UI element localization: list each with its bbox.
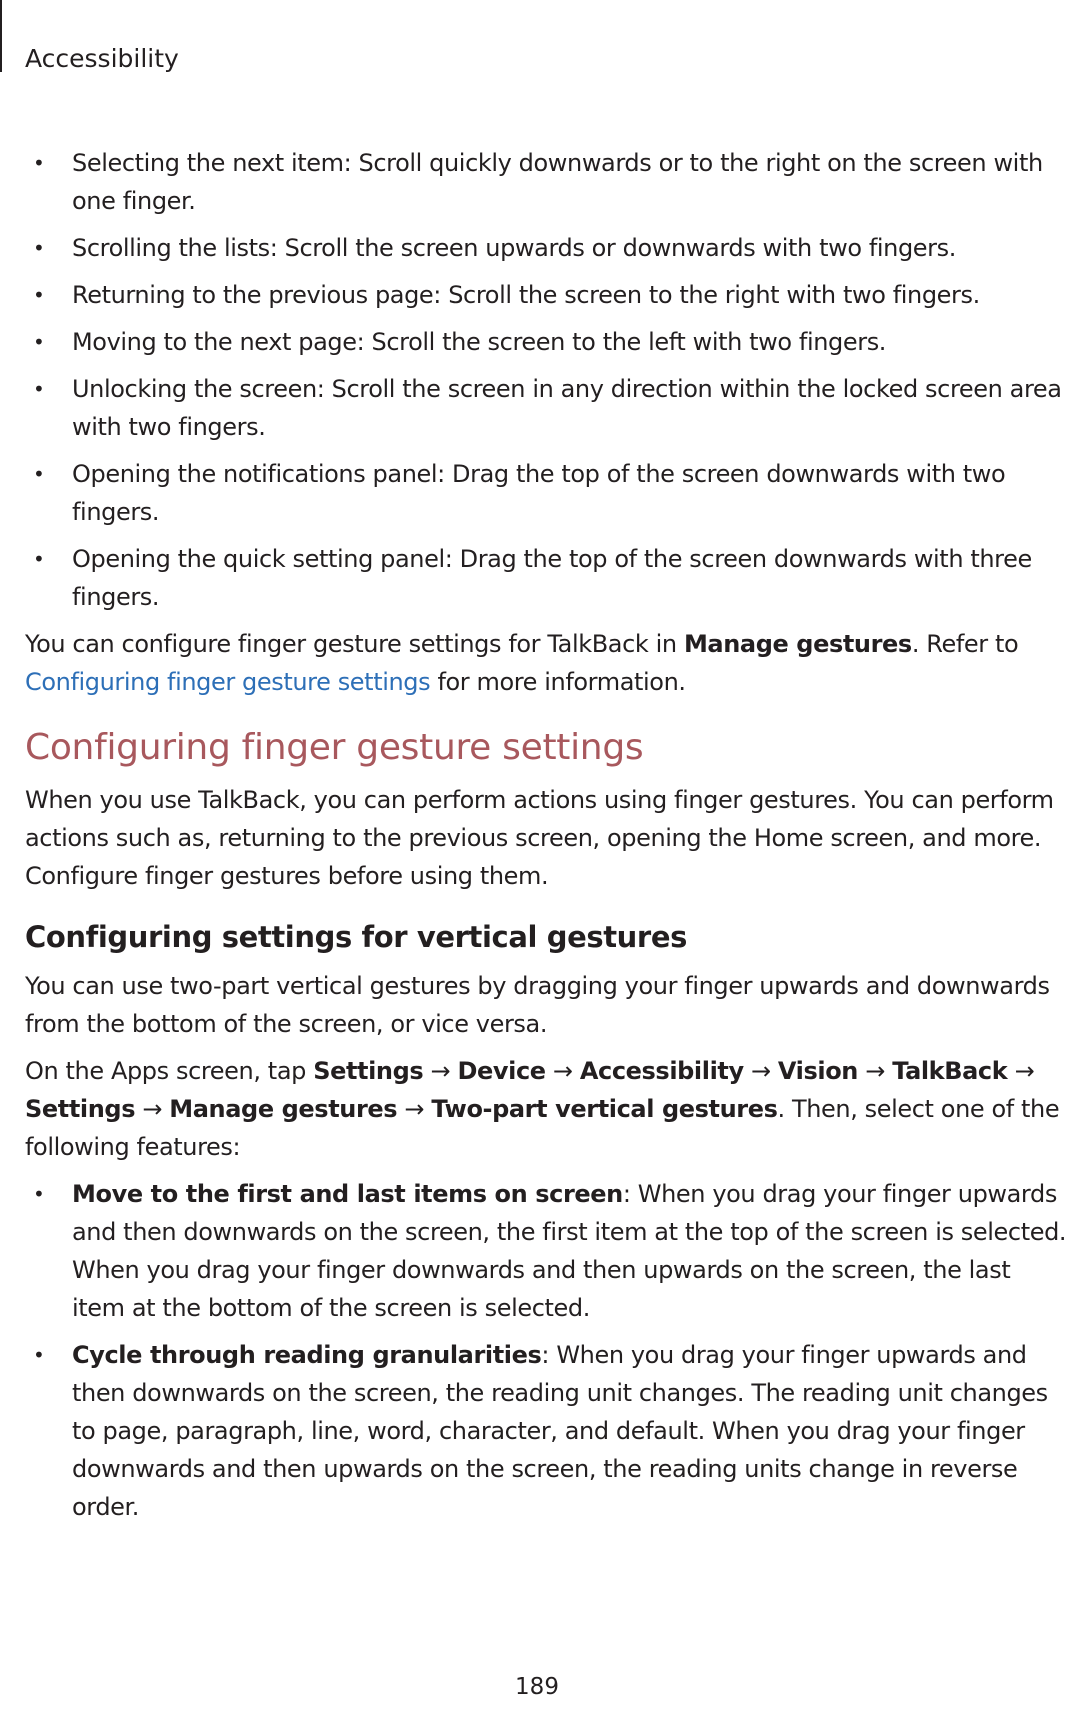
path-talkback-settings: Settings (25, 1095, 136, 1123)
list-item (25, 1175, 1070, 1327)
bullet-icon: • (33, 547, 45, 571)
list-item (25, 276, 1070, 314)
list-item (25, 323, 1070, 361)
bullet-icon: • (33, 151, 45, 175)
arrow-icon: → (865, 1057, 885, 1085)
list-item-text: Selecting the next item: Scroll quickly downwards or to the right on the screen with one finger. (72, 149, 1043, 215)
config-note-post: for more information. (430, 668, 686, 696)
list-item (25, 370, 1070, 446)
settings-path (25, 1052, 1070, 1166)
page-number: 189 (515, 1674, 559, 1700)
config-note-mid: . Refer to (911, 630, 1019, 658)
header-title: Accessibility (25, 44, 179, 73)
list-item-text: Unlocking the screen: Scroll the screen in any direction within the locked screen area with two fingers. (72, 375, 1062, 441)
manage-gestures-term: Manage gestures (683, 630, 912, 658)
page-content (25, 144, 1070, 1535)
list-item-text: Opening the notifications panel: Drag the top of the screen downwards with two fingers. (72, 460, 1006, 526)
arrow-icon: → (1014, 1057, 1035, 1085)
path-settings: Settings (313, 1057, 424, 1085)
path-accessibility: Accessibility (579, 1057, 744, 1085)
path-device: Device (457, 1057, 546, 1085)
bullet-icon: • (33, 1343, 45, 1367)
list-item (25, 455, 1070, 531)
path-talkback: TalkBack (892, 1057, 1008, 1085)
bullet-icon: • (33, 236, 45, 260)
subsection-title: Configuring settings for vertical gestures (25, 920, 687, 954)
list-item-text: Returning to the previous page: Scroll the screen to the right with two fingers. (72, 281, 980, 309)
config-note (25, 625, 1070, 701)
subsection-intro: You can use two-part vertical gestures by dragging your finger upwards and downwards from the bottom of the screen, or vice versa. (25, 972, 1050, 1038)
path-prefix: On the Apps screen, tap (25, 1057, 314, 1085)
header-rule (0, 0, 2, 72)
path-vision: Vision (777, 1057, 858, 1085)
list-item (25, 144, 1070, 220)
config-note-pre: You can configure finger gesture settings for TalkBack in (25, 630, 684, 658)
bullet-icon: • (33, 462, 45, 486)
list-item (25, 229, 1070, 267)
feature-list (25, 1175, 1070, 1526)
feature-desc: : When you drag your finger upwards and then downwards on the screen, the reading unit changes. The reading unit changes to page, paragraph, line, word, character, and default. When you drag your finger downwards and then upwards on the screen, the reading units change in reverse order. (72, 1341, 1048, 1521)
list-item (25, 540, 1070, 616)
bullet-icon: • (33, 377, 45, 401)
path-suffix: . Then, select one of the following features: (25, 1095, 1060, 1161)
bullet-icon: • (33, 1182, 45, 1206)
path-manage-gestures: Manage gestures (169, 1095, 398, 1123)
bullet-icon: • (33, 330, 45, 354)
gesture-list (25, 144, 1070, 616)
feature-desc: : When you drag your finger upwards and then downwards on the screen, the first item at the top of the screen is selected. When you drag your finger downwards and then upwards on the screen, the last item at the bottom of the screen is selected. (72, 1180, 1067, 1322)
list-item-text: Scrolling the lists: Scroll the screen upwards or downwards with two fingers. (72, 234, 956, 262)
arrow-icon: → (552, 1057, 573, 1085)
section-intro: When you use TalkBack, you can perform actions using finger gestures. You can perform actions such as, returning to the previous screen, opening the Home screen, and more. Configure finger gestures before using them. (25, 786, 1054, 890)
path-two-part-vertical-gestures: Two-part vertical gestures (431, 1095, 778, 1123)
list-item-text: Moving to the next page: Scroll the screen to the left with two fingers. (72, 328, 887, 356)
feature-term: Move to the first and last items on screen (72, 1180, 623, 1208)
list-item (25, 1336, 1070, 1526)
bullet-icon: • (33, 283, 45, 307)
arrow-icon: → (430, 1057, 451, 1085)
section-title: Configuring finger gesture settings (25, 727, 644, 768)
configuring-gestures-link[interactable]: Configuring finger gesture settings (25, 668, 431, 696)
feature-term: Cycle through reading granularities (72, 1341, 542, 1369)
list-item-text: Opening the quick setting panel: Drag the top of the screen downwards with three fingers. (72, 545, 1032, 611)
arrow-icon: → (750, 1057, 771, 1085)
arrow-icon: → (142, 1095, 163, 1123)
arrow-icon: → (404, 1095, 425, 1123)
